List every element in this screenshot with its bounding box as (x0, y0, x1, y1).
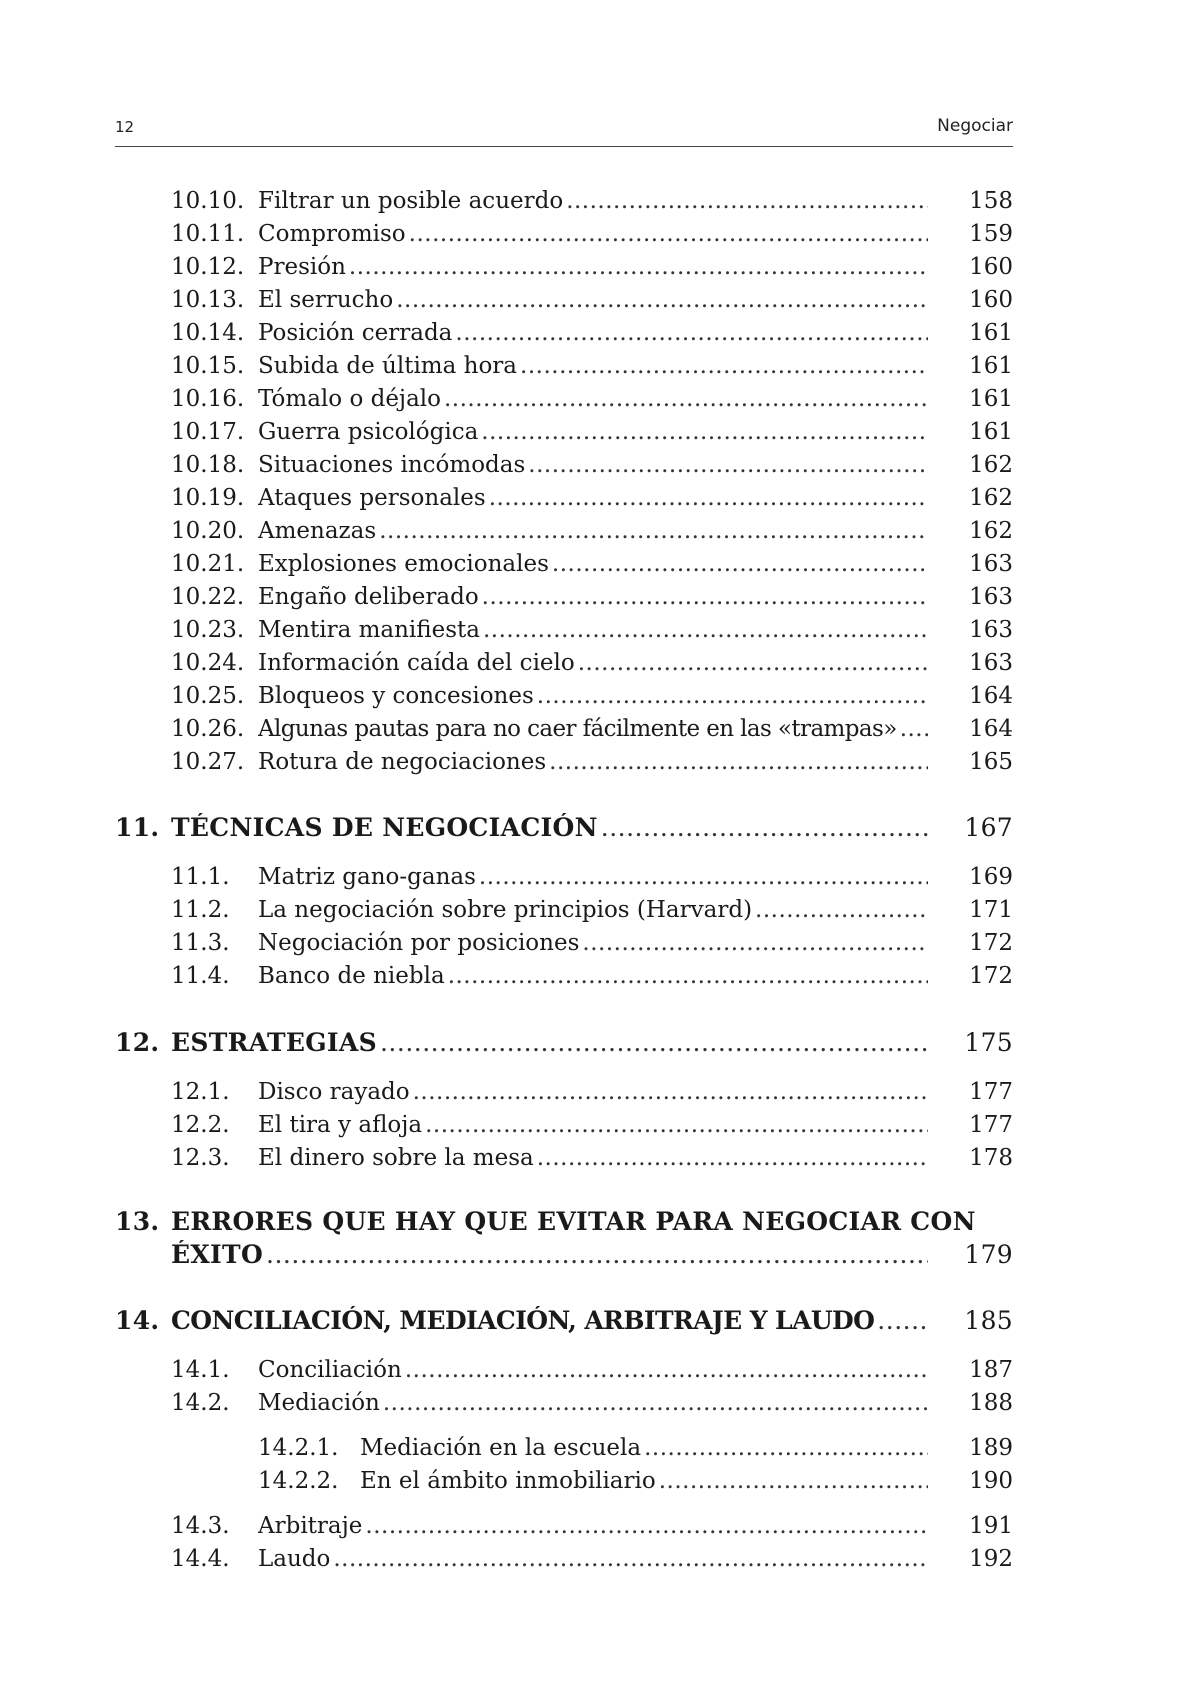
toc-entry-page: 192 (969, 1546, 1013, 1572)
dot-leader (877, 1306, 928, 1336)
dot-leader (444, 384, 928, 414)
toc-entry-number: 10.10. (171, 188, 245, 214)
chapter-title-line1: ERRORES QUE HAY QUE EVITAR PARA NEGOCIAR CON (171, 1207, 976, 1236)
toc-entry-number: 14.2. (171, 1390, 230, 1416)
toc-entry-title: Matriz gano-ganas (258, 864, 476, 890)
dot-leader (448, 961, 928, 991)
toc-entry-number: 10.19. (171, 485, 245, 511)
toc-entry-page: 188 (969, 1390, 1013, 1416)
toc-entry (171, 351, 1013, 381)
toc-entry (171, 450, 1013, 480)
chapter-page: 185 (964, 1306, 1013, 1335)
toc-entry-number: 11.2. (171, 897, 230, 923)
toc-entry-title: La negociación sobre principios (Harvard) (258, 897, 753, 923)
toc-entry-number: 11.4. (171, 963, 230, 989)
dot-leader (578, 648, 928, 678)
dot-leader (566, 186, 928, 216)
toc-chapter (115, 1240, 1013, 1270)
toc-entry-page: 161 (969, 419, 1013, 445)
toc-entry-number: 10.22. (171, 584, 245, 610)
toc-entry-title: Algunas pautas para no caer fácilmente en las «trampas» (258, 716, 897, 742)
toc-entry-title: Negociación por posiciones (258, 930, 580, 956)
toc-entry-page: 177 (969, 1112, 1013, 1138)
toc-entry-title: Subida de última hora (258, 353, 518, 379)
header-book-title: Negociar (937, 116, 1013, 136)
chapter-title: ESTRATEGIAS (171, 1028, 377, 1057)
toc-entry-title: Bloqueos y concesiones (258, 683, 534, 709)
toc-entry-number: 10.14. (171, 320, 245, 346)
toc-entry-page: 161 (969, 320, 1013, 346)
toc-subentry (258, 1466, 1013, 1496)
toc-entry-number: 10.11. (171, 221, 245, 247)
toc-entry-number: 10.20. (171, 518, 245, 544)
toc-entry-title: Laudo (258, 1546, 331, 1572)
toc-entry-title: Mentira manifiesta (258, 617, 480, 643)
toc-entry-title: El serrucho (258, 287, 394, 313)
toc-entry (171, 252, 1013, 282)
toc-entry-title: El dinero sobre la mesa (258, 1145, 534, 1171)
dot-leader (479, 862, 928, 892)
toc-entry-number: 10.25. (171, 683, 245, 709)
chapter-title: TÉCNICAS DE NEGOCIACIÓN (171, 813, 598, 842)
toc-entry (171, 1143, 1013, 1173)
toc-entry-page: 160 (969, 254, 1013, 280)
toc-entry-title: Posición cerrada (258, 320, 453, 346)
toc-entry-title: El tira y afloja (258, 1112, 423, 1138)
toc-entry-number: 14.4. (171, 1546, 230, 1572)
dot-leader (396, 285, 928, 315)
toc-entry (171, 1110, 1013, 1140)
toc-entry-page: 163 (969, 584, 1013, 610)
toc-entry-page: 164 (969, 683, 1013, 709)
dot-leader (365, 1511, 928, 1541)
toc-entry-title: Arbitraje (258, 1513, 363, 1539)
toc-entry-page: 172 (969, 963, 1013, 989)
toc-entry-page: 164 (969, 716, 1013, 742)
toc-entry-number: 14.1. (171, 1357, 230, 1383)
toc-entry-title: Amenazas (258, 518, 377, 544)
toc-entry (171, 961, 1013, 991)
toc-entry (171, 1544, 1013, 1574)
toc-entry (171, 219, 1013, 249)
toc-entry (171, 549, 1013, 579)
toc-entry (171, 1077, 1013, 1107)
toc-entry-number: 14.2.2. (258, 1468, 339, 1494)
toc-entry-number: 11.1. (171, 864, 230, 890)
toc-entry-number: 10.18. (171, 452, 245, 478)
toc-entry-page: 178 (969, 1145, 1013, 1171)
dot-leader (582, 928, 928, 958)
toc-entry (171, 1388, 1013, 1418)
dot-leader (900, 714, 928, 744)
toc-entry-page: 169 (969, 864, 1013, 890)
toc-entry-page: 190 (969, 1468, 1013, 1494)
toc-chapter (115, 1306, 1013, 1336)
toc-entry (171, 582, 1013, 612)
toc-entry-page: 163 (969, 650, 1013, 676)
dot-leader (601, 813, 928, 843)
toc-subentry (258, 1433, 1013, 1463)
toc-chapter-line1 (115, 1206, 1013, 1238)
dot-leader (482, 582, 928, 612)
toc-entry (171, 417, 1013, 447)
chapter-page: 179 (964, 1240, 1013, 1269)
dot-leader (405, 1355, 928, 1385)
toc-entry (171, 615, 1013, 645)
toc-entry-page: 165 (969, 749, 1013, 775)
toc-entry-page: 163 (969, 551, 1013, 577)
toc-entry (171, 384, 1013, 414)
dot-leader (552, 549, 928, 579)
header-page-number: 12 (115, 118, 135, 136)
toc-entry-title: Compromiso (258, 221, 406, 247)
toc-chapter (115, 1028, 1013, 1058)
toc-entry-number: 12.2. (171, 1112, 230, 1138)
toc-entry-title: Mediación (258, 1390, 380, 1416)
dot-leader (380, 1028, 928, 1058)
toc-entry (171, 681, 1013, 711)
dot-leader (528, 450, 928, 480)
chapter-page: 175 (964, 1028, 1013, 1057)
toc-entry-title: Filtrar un posible acuerdo (258, 188, 564, 214)
dot-leader (549, 747, 928, 777)
toc-entry-page: 160 (969, 287, 1013, 313)
toc-entry-page: 162 (969, 452, 1013, 478)
toc-entry-title: Situaciones incómodas (258, 452, 526, 478)
toc-entry-page: 161 (969, 386, 1013, 412)
toc-entry-number: 14.3. (171, 1513, 230, 1539)
dot-leader (455, 318, 928, 348)
toc-entry-page: 171 (969, 897, 1013, 923)
toc-entry-number: 10.21. (171, 551, 245, 577)
toc-entry-page: 187 (969, 1357, 1013, 1383)
dot-leader (333, 1544, 928, 1574)
toc-entry-number: 10.15. (171, 353, 245, 379)
dot-leader (409, 219, 928, 249)
chapter-page: 167 (964, 813, 1013, 842)
dot-leader (489, 483, 928, 513)
toc-entry-title: Ataques personales (258, 485, 486, 511)
toc-entry-number: 10.16. (171, 386, 245, 412)
toc-entry (171, 516, 1013, 546)
toc-entry-page: 189 (969, 1435, 1013, 1461)
toc-entry-title: En el ámbito inmobiliario (360, 1468, 656, 1494)
toc-entry-number: 10.17. (171, 419, 245, 445)
toc-entry-title: Explosiones emocionales (258, 551, 549, 577)
dot-leader (483, 615, 928, 645)
toc-entry (171, 1511, 1013, 1541)
toc-chapter (115, 813, 1013, 843)
toc-entry-title: Presión (258, 254, 346, 280)
toc-entry-number: 10.26. (171, 716, 245, 742)
toc-entry-page: 162 (969, 485, 1013, 511)
chapter-number: 11. (115, 813, 160, 842)
chapter-number: 13. (115, 1207, 160, 1236)
toc-entry (171, 862, 1013, 892)
dot-leader (537, 1143, 928, 1173)
toc-entry-title: Tómalo o déjalo (258, 386, 441, 412)
toc-entry-number: 12.3. (171, 1145, 230, 1171)
toc-entry-number: 12.1. (171, 1079, 230, 1105)
dot-leader (425, 1110, 928, 1140)
dot-leader (266, 1240, 928, 1270)
toc-entry-page: 158 (969, 188, 1013, 214)
toc-entry (171, 714, 1013, 744)
toc-entry-title: Rotura de negociaciones (258, 749, 547, 775)
toc-entry (171, 648, 1013, 678)
toc-entry-title: Conciliación (258, 1357, 402, 1383)
toc-entry (171, 1355, 1013, 1385)
dot-leader (413, 1077, 928, 1107)
toc-entry-number: 10.27. (171, 749, 245, 775)
toc-entry-title: Disco rayado (258, 1079, 410, 1105)
dot-leader (481, 417, 928, 447)
chapter-number: 14. (115, 1306, 160, 1335)
toc-entry-page: 191 (969, 1513, 1013, 1539)
toc-entry (171, 186, 1013, 216)
toc-entry-title: Información caída del cielo (258, 650, 575, 676)
dot-leader (537, 681, 928, 711)
toc-entry-title: Mediación en la escuela (360, 1435, 642, 1461)
toc-entry-page: 162 (969, 518, 1013, 544)
toc-entry-page: 159 (969, 221, 1013, 247)
toc-entry (171, 483, 1013, 513)
chapter-number: 12. (115, 1028, 160, 1057)
dot-leader (349, 252, 928, 282)
chapter-title: CONCILIACIÓN, MEDIACIÓN, ARBITRAJE Y LAUDO (171, 1306, 875, 1335)
toc-entry (171, 747, 1013, 777)
toc-entry-number: 10.24. (171, 650, 245, 676)
dot-leader (383, 1388, 928, 1418)
toc-entry (171, 895, 1013, 925)
toc-entry (171, 318, 1013, 348)
chapter-title: ÉXITO (171, 1240, 264, 1269)
toc-entry-page: 177 (969, 1079, 1013, 1105)
dot-leader (659, 1466, 928, 1496)
toc-entry (171, 285, 1013, 315)
toc-entry-number: 14.2.1. (258, 1435, 339, 1461)
toc-entry-title: Engaño deliberado (258, 584, 479, 610)
toc-entry-number: 10.23. (171, 617, 245, 643)
dot-leader (379, 516, 928, 546)
toc-entry-page: 161 (969, 353, 1013, 379)
toc-entry-number: 10.12. (171, 254, 245, 280)
dot-leader (520, 351, 928, 381)
toc-entry-page: 163 (969, 617, 1013, 643)
toc-entry (171, 928, 1013, 958)
dot-leader (755, 895, 928, 925)
toc-entry-number: 11.3. (171, 930, 230, 956)
toc-entry-page: 172 (969, 930, 1013, 956)
toc-entry-number: 10.13. (171, 287, 245, 313)
toc-entry-title: Guerra psicológica (258, 419, 479, 445)
toc-entry-title: Banco de niebla (258, 963, 445, 989)
dot-leader (644, 1433, 928, 1463)
